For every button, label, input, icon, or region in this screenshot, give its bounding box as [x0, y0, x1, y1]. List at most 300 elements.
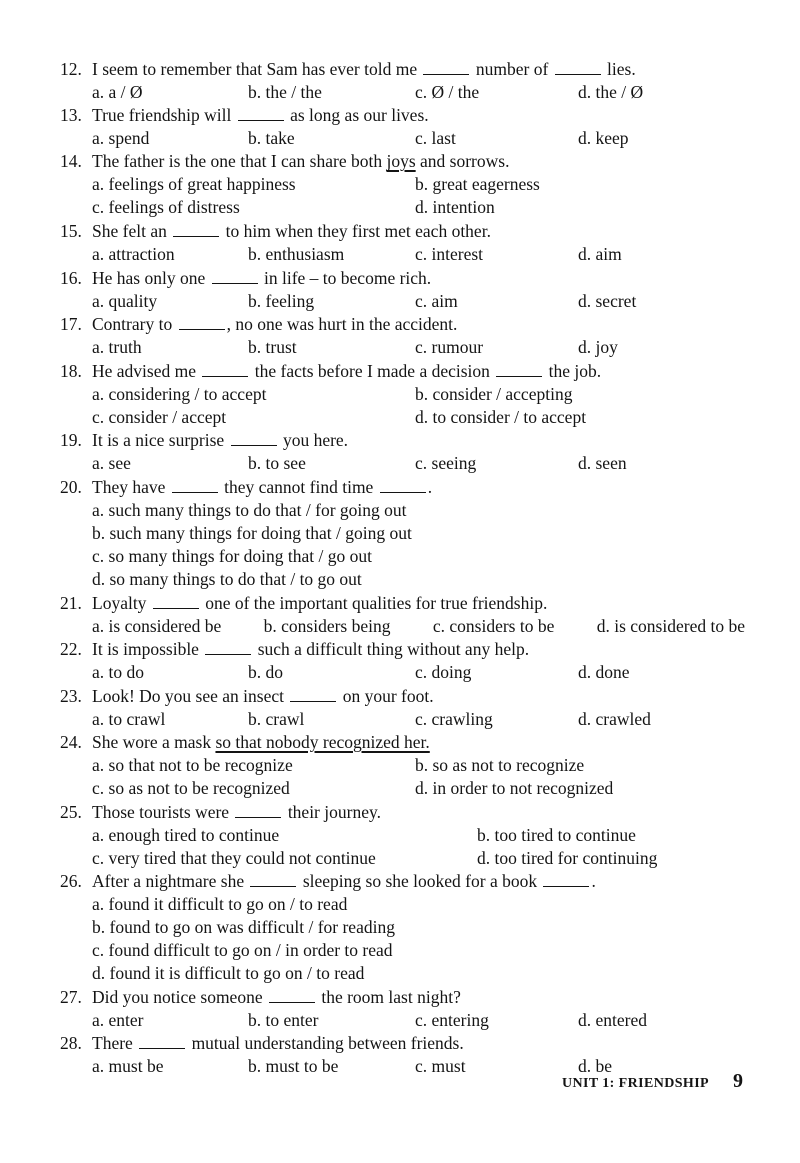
option-d [597, 615, 745, 638]
option-label: c. [415, 243, 428, 264]
option-text: such many things to do that / for going out [108, 500, 407, 520]
option-text: quality [108, 290, 158, 311]
option-a [92, 754, 415, 777]
stem-blank [173, 219, 219, 237]
stem-text: lies. [602, 58, 636, 79]
option-text: considers to be [449, 615, 555, 636]
option-label: c. [92, 847, 105, 868]
option-label: b. [477, 824, 491, 845]
question-21 [60, 591, 745, 638]
question-stem-line [60, 104, 745, 128]
question-number: 14. [60, 151, 82, 172]
question-stem-line [60, 870, 745, 894]
question-stem [92, 59, 636, 79]
stem-blank [496, 359, 542, 377]
option-label: b. [415, 754, 429, 775]
option-text: a / Ø [108, 81, 143, 102]
question-23 [60, 684, 745, 731]
question-stem-line [60, 638, 745, 662]
stem-text: They have [92, 477, 170, 497]
option-label: c. [415, 128, 428, 149]
question-stem-line [60, 359, 745, 383]
question-number: 24. [60, 731, 82, 752]
option-text: truth [108, 337, 142, 358]
option-text: enthusiasm [265, 243, 345, 264]
stem-text: sleeping so she looked for a book [298, 871, 542, 892]
stem-blank [543, 870, 589, 888]
option-label: b. [92, 523, 106, 543]
option-a [92, 615, 221, 638]
question-number: 21. [60, 592, 82, 613]
option-label: d. [578, 662, 592, 683]
option-c [415, 661, 578, 684]
option-text: feelings of great happiness [108, 174, 296, 195]
option-a [92, 499, 745, 522]
question-stem-line [60, 313, 745, 337]
question-15 [60, 219, 745, 266]
option-d [578, 127, 745, 150]
option-text: crawled [595, 708, 651, 729]
option-text: intention [432, 197, 495, 218]
stem-text: There [92, 1033, 138, 1054]
option-b [92, 522, 745, 545]
question-stem [92, 361, 601, 381]
option-label: a. [92, 128, 105, 149]
question-24 [60, 731, 745, 800]
option-text: see [108, 453, 131, 474]
option-text: too tired to continue [494, 824, 636, 845]
option-b [264, 615, 391, 638]
option-d [92, 568, 745, 591]
option-c [92, 545, 745, 568]
option-label: a. [92, 453, 105, 474]
option-label: d. [578, 337, 592, 358]
question-number: 25. [60, 801, 82, 822]
option-label: a. [92, 894, 105, 915]
stem-blank [212, 266, 258, 284]
option-text: consider / accept [108, 406, 227, 427]
option-label: a. [92, 662, 105, 683]
options-row [92, 708, 745, 731]
question-27 [60, 985, 745, 1032]
page-number: 9 [733, 1070, 743, 1092]
stem-text: and sorrows. [415, 151, 510, 172]
question-stem [92, 268, 431, 288]
option-b [92, 916, 745, 939]
question-stem-line [60, 985, 745, 1009]
option-a [92, 173, 415, 196]
option-text: so as not to be recognized [108, 777, 290, 798]
option-a [92, 824, 477, 847]
option-text: seen [595, 453, 627, 474]
option-c [415, 243, 578, 266]
options-row [92, 173, 745, 219]
option-label: d. [578, 1056, 592, 1077]
option-text: trust [265, 337, 297, 358]
stem-text: Contrary to [92, 314, 177, 335]
option-d [578, 1009, 745, 1032]
stem-text: mutual understanding between friends. [187, 1033, 464, 1054]
option-text: found to go on was difficult / for reading [109, 917, 395, 938]
stem-text: Those tourists were [92, 801, 234, 822]
option-label: d. [92, 569, 106, 589]
option-c [92, 939, 745, 962]
option-a [92, 127, 248, 150]
option-text: attraction [108, 243, 175, 264]
stem-text: After a nightmare she [92, 871, 249, 892]
option-label: c. [415, 1056, 428, 1077]
options-row [92, 661, 745, 684]
question-number: 19. [60, 430, 82, 451]
options-row [92, 824, 745, 870]
options-row [92, 615, 745, 638]
option-text: do [265, 662, 283, 683]
option-label: d. [578, 243, 592, 264]
stem-underlined-text: so that nobody recognized her. [215, 731, 430, 752]
stem-text: the room last night? [316, 986, 461, 1007]
question-stem [92, 151, 509, 171]
option-label: b. [92, 917, 106, 938]
option-text: so many things to do that / to go out [109, 569, 362, 589]
option-label: d. [578, 1009, 592, 1030]
option-b [248, 243, 415, 266]
option-text: so many things for doing that / go out [108, 546, 372, 566]
page-footer [562, 1070, 743, 1093]
option-text: must [431, 1056, 466, 1077]
stem-blank [179, 313, 225, 331]
question-20 [60, 475, 745, 591]
stem-blank [172, 475, 218, 493]
option-text: consider / accepting [432, 383, 573, 404]
option-text: found difficult to go on / in order to read [108, 940, 393, 961]
option-label: a. [92, 1009, 105, 1030]
question-stem-line [60, 57, 745, 81]
options-row [92, 81, 745, 104]
option-text: to do [108, 662, 145, 683]
option-label: c. [415, 662, 428, 683]
question-number: 17. [60, 314, 82, 335]
option-text: crawling [431, 708, 493, 729]
option-b [415, 754, 745, 777]
question-number: 23. [60, 685, 82, 706]
option-text: the / Ø [595, 81, 644, 102]
stem-blank [250, 870, 296, 888]
option-label: b. [415, 174, 429, 195]
stem-text: number of [471, 58, 553, 79]
stem-text: their journey. [283, 801, 381, 822]
stem-text: the job. [544, 360, 602, 381]
option-b [248, 336, 415, 359]
option-d [578, 81, 745, 104]
stem-blank [205, 638, 251, 656]
option-label: b. [248, 708, 262, 729]
option-b [248, 661, 415, 684]
option-b [248, 290, 415, 313]
option-label: b. [248, 290, 262, 311]
option-text: to enter [265, 1009, 319, 1030]
option-text: found it is difficult to go on / to read [109, 963, 365, 984]
option-text: to crawl [108, 708, 166, 729]
stem-text: He advised me [92, 360, 201, 381]
option-label: c. [415, 290, 428, 311]
option-text: in order to not recognized [432, 777, 614, 798]
option-label: c. [415, 453, 428, 474]
option-label: d. [92, 963, 106, 984]
option-c [415, 1009, 578, 1032]
option-label: d. [415, 406, 429, 427]
stem-blank [238, 104, 284, 122]
option-d [92, 962, 745, 985]
option-text: feeling [265, 290, 315, 311]
options-row [92, 893, 745, 985]
option-text: to consider / to accept [432, 406, 587, 427]
stem-text: I seem to remember that Sam has ever told me [92, 58, 422, 79]
stem-text: She felt an [92, 220, 172, 241]
option-label: d. [596, 615, 610, 636]
option-c [415, 290, 578, 313]
option-text: enter [108, 1009, 144, 1030]
option-d [477, 847, 745, 870]
option-d [415, 777, 745, 800]
option-c [415, 708, 578, 731]
option-label: a. [92, 708, 105, 729]
option-text: crawl [265, 708, 305, 729]
question-number: 12. [60, 58, 82, 79]
option-text: interest [431, 243, 484, 264]
question-26 [60, 870, 745, 986]
stem-text: . [427, 477, 433, 497]
question-stem-line [60, 1032, 745, 1056]
option-label: a. [92, 337, 105, 358]
stem-text: , no one was hurt in the accident. [226, 314, 458, 335]
option-label: c. [432, 615, 446, 636]
question-stem-line [60, 219, 745, 243]
stem-text: It is a nice surprise [92, 430, 229, 451]
option-text: such many things for doing that / going out [109, 523, 412, 543]
stem-blank [153, 591, 199, 609]
option-text: doing [431, 662, 472, 683]
stem-text: It is impossible [92, 639, 204, 660]
question-stem-line [60, 731, 745, 754]
options-row [92, 1009, 745, 1032]
option-a [92, 1009, 248, 1032]
option-c [92, 406, 415, 429]
question-number: 15. [60, 220, 82, 241]
question-stem [92, 477, 432, 497]
option-label: b. [248, 337, 262, 358]
option-label: a. [92, 500, 105, 520]
option-a [92, 452, 248, 475]
option-d [578, 452, 745, 475]
option-text: too tired for continuing [494, 847, 658, 868]
question-22 [60, 638, 745, 685]
option-text: must be [108, 1056, 164, 1077]
stem-blank [380, 475, 426, 493]
question-stem [92, 105, 429, 125]
option-b [248, 127, 415, 150]
option-d [578, 290, 745, 313]
option-c [415, 336, 578, 359]
option-label: c. [92, 940, 105, 961]
question-list [60, 57, 745, 1078]
option-text: aim [595, 243, 622, 264]
question-stem [92, 871, 596, 891]
stem-text: . [591, 871, 596, 892]
option-a [92, 1055, 248, 1078]
question-stem [92, 593, 547, 613]
option-text: spend [108, 128, 150, 149]
option-label: d. [477, 847, 491, 868]
question-stem-line [60, 684, 745, 708]
option-d [415, 196, 745, 219]
option-label: d. [578, 290, 592, 311]
option-label: c. [415, 1009, 428, 1030]
stem-text: as long as our lives. [285, 105, 429, 126]
question-18 [60, 359, 745, 429]
question-19 [60, 429, 745, 476]
stem-blank [423, 57, 469, 75]
option-b [477, 824, 745, 847]
option-a [92, 243, 248, 266]
option-a [92, 290, 248, 313]
option-label: b. [263, 615, 277, 636]
stem-text: She wore a mask [92, 731, 216, 752]
question-number: 27. [60, 986, 82, 1007]
option-a [92, 383, 415, 406]
question-stem [92, 639, 529, 659]
option-b [248, 1055, 415, 1078]
question-number: 18. [60, 360, 82, 381]
stem-text: they cannot find time [219, 477, 378, 497]
stem-text: one of the important qualities for true friendship. [200, 592, 548, 613]
option-c [415, 1055, 578, 1078]
stem-blank [269, 985, 315, 1003]
question-stem [92, 1033, 464, 1053]
question-number: 13. [60, 105, 82, 126]
question-stem [92, 221, 491, 241]
question-stem [92, 314, 457, 334]
options-row [92, 336, 745, 359]
stem-blank [290, 684, 336, 702]
option-label: a. [92, 1056, 105, 1077]
stem-text: such a difficult thing without any help. [253, 639, 530, 660]
option-label: d. [578, 81, 592, 102]
question-stem [92, 732, 430, 752]
option-a [92, 336, 248, 359]
question-stem-line [60, 591, 745, 615]
stem-blank [235, 800, 281, 818]
option-label: a. [92, 81, 105, 102]
option-a [92, 708, 248, 731]
option-c [92, 196, 415, 219]
option-label: c. [415, 81, 428, 102]
option-b [248, 1009, 415, 1032]
stem-text: the facts before I made a decision [250, 360, 495, 381]
option-c [415, 452, 578, 475]
option-c [92, 777, 415, 800]
option-text: enough tired to continue [108, 824, 280, 845]
question-stem [92, 686, 434, 706]
stem-blank [555, 57, 601, 75]
stem-text: in life – to become rich. [259, 267, 432, 288]
option-label: a. [92, 383, 105, 404]
option-text: the / the [265, 81, 322, 102]
option-text: great eagerness [432, 174, 540, 195]
option-text: so as not to recognize [432, 754, 585, 775]
option-text: keep [595, 128, 629, 149]
option-label: a. [92, 615, 105, 636]
options-row [92, 754, 745, 800]
question-stem-line [60, 429, 745, 453]
options-row [92, 127, 745, 150]
question-stem [92, 430, 348, 450]
option-text: joy [595, 337, 618, 358]
option-label: c. [92, 406, 105, 427]
option-text: found it difficult to go on / to read [108, 894, 348, 915]
option-label: a. [92, 174, 105, 195]
option-text: to see [265, 453, 306, 474]
stem-text: to him when they first met each other. [221, 220, 491, 241]
option-text: very tired that they could not continue [108, 847, 376, 868]
option-label: c. [92, 197, 105, 218]
question-number: 22. [60, 639, 82, 660]
option-d [578, 708, 745, 731]
option-label: b. [415, 383, 429, 404]
question-25 [60, 800, 745, 870]
question-number: 20. [60, 477, 82, 497]
option-a [92, 81, 248, 104]
option-text: Ø / the [431, 81, 480, 102]
option-text: considers being [281, 615, 391, 636]
stem-text: True friendship will [92, 105, 236, 126]
option-label: d. [578, 128, 592, 149]
option-text: feelings of distress [108, 197, 240, 218]
footer-unit-label: UNIT 1: FRIENDSHIP [562, 1076, 709, 1091]
option-b [248, 81, 415, 104]
question-stem-line [60, 150, 745, 173]
option-label: d. [415, 777, 429, 798]
option-c [92, 847, 477, 870]
option-b [248, 708, 415, 731]
question-16 [60, 266, 745, 313]
option-text: take [265, 128, 295, 149]
option-text: secret [595, 290, 637, 311]
option-label: c. [92, 546, 105, 566]
question-number: 28. [60, 1033, 82, 1054]
option-label: a. [92, 243, 105, 264]
option-label: b. [248, 453, 262, 474]
option-text: is considered to be [614, 615, 745, 636]
option-text: aim [431, 290, 458, 311]
option-d [578, 243, 745, 266]
option-b [248, 452, 415, 475]
option-label: a. [92, 754, 105, 775]
option-label: c. [92, 777, 105, 798]
option-label: a. [92, 824, 105, 845]
option-text: rumour [431, 337, 484, 358]
question-number: 16. [60, 267, 82, 288]
stem-text: on your foot. [338, 685, 434, 706]
option-text: last [431, 128, 456, 149]
stem-blank [231, 429, 277, 447]
option-d [578, 336, 745, 359]
option-text: so that not to be recognize [108, 754, 293, 775]
question-number: 26. [60, 871, 82, 892]
option-a [92, 893, 745, 916]
option-a [92, 661, 248, 684]
option-label: d. [578, 453, 592, 474]
option-c [415, 81, 578, 104]
